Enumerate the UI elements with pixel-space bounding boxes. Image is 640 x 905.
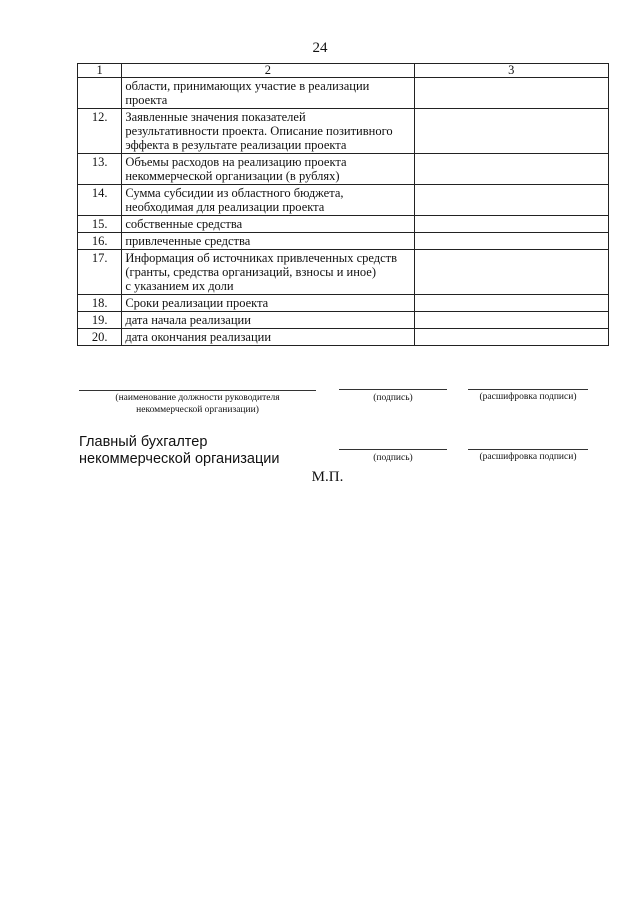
- accountant-decoding-caption: (расшифровка подписи): [479, 452, 577, 462]
- row-description: [122, 78, 414, 109]
- row-value-cell[interactable]: [414, 233, 608, 250]
- row-description: [122, 329, 414, 346]
- row-number: 12.: [78, 109, 122, 154]
- row-description-line: Заявленные значения показателей: [125, 110, 306, 124]
- table-row: [78, 78, 609, 109]
- row-number: 15.: [78, 216, 122, 233]
- column-header-3: 3: [414, 64, 608, 78]
- table-row: [78, 233, 609, 250]
- accountant-signature-line[interactable]: [339, 449, 447, 450]
- row-description: [122, 216, 414, 233]
- row-value-cell[interactable]: [414, 250, 608, 295]
- row-description-line: результативности проекта. Описание позитивного: [125, 124, 393, 138]
- row-number: 20.: [78, 329, 122, 346]
- row-description-line: Объемы расходов на реализацию проекта: [125, 155, 347, 169]
- row-number: 17.: [78, 250, 122, 295]
- row-number: 19.: [78, 312, 122, 329]
- row-description-line: эффекта в результате реализации проекта: [125, 138, 347, 152]
- position-caption: [79, 392, 316, 416]
- row-description: [122, 250, 414, 295]
- table-row: [78, 216, 609, 233]
- row-value-cell[interactable]: [414, 154, 608, 185]
- table-header-row: [78, 64, 609, 78]
- row-description-line: (гранты, средства организаций, взносы и иное): [125, 265, 377, 279]
- table-row: [78, 329, 609, 346]
- accountant-title-line-2: некоммерческой организации: [79, 451, 280, 467]
- row-description-line: привлеченные средства: [125, 234, 251, 248]
- signature-caption: (подпись): [373, 393, 413, 403]
- table-row: [78, 312, 609, 329]
- table-row: [78, 154, 609, 185]
- row-number: 14.: [78, 185, 122, 216]
- row-number: 16.: [78, 233, 122, 250]
- position-caption-line-2: некоммерческой организации): [136, 405, 259, 415]
- table-body: [78, 78, 609, 346]
- table-row: [78, 185, 609, 216]
- row-value-cell[interactable]: [414, 329, 608, 346]
- row-number: 18.: [78, 295, 122, 312]
- row-description-line: проекта: [125, 93, 168, 107]
- row-description: [122, 312, 414, 329]
- accountant-title-line-1: Главный бухгалтер: [79, 434, 208, 450]
- application-form-table: [77, 63, 609, 346]
- table-row: [78, 109, 609, 154]
- row-description-line: Сроки реализации проекта: [125, 296, 269, 310]
- row-description-line: собственные средства: [125, 217, 243, 231]
- row-description-line: Сумма субсидии из областного бюджета,: [125, 186, 344, 200]
- row-description-line: дата окончания реализации: [125, 330, 272, 344]
- table-row: [78, 295, 609, 312]
- accountant-decoding-line[interactable]: [468, 449, 588, 450]
- row-value-cell[interactable]: [414, 185, 608, 216]
- row-description-line: необходимая для реализации проекта: [125, 200, 325, 214]
- row-description: [122, 295, 414, 312]
- row-description-line: области, принимающих участие в реализации: [125, 79, 370, 93]
- column-header-1: 1: [78, 64, 122, 78]
- row-value-cell[interactable]: [414, 295, 608, 312]
- accountant-title: [79, 434, 279, 468]
- row-number: [78, 78, 122, 109]
- column-header-2: 2: [122, 64, 414, 78]
- row-value-cell[interactable]: [414, 216, 608, 233]
- row-number: 13.: [78, 154, 122, 185]
- position-line[interactable]: [79, 390, 316, 391]
- row-value-cell[interactable]: [414, 109, 608, 154]
- accountant-signature-caption: (подпись): [373, 453, 413, 463]
- page-number: 24: [312, 40, 328, 56]
- table-row: [78, 250, 609, 295]
- signature-line[interactable]: [339, 389, 447, 390]
- row-description-line: дата начала реализации: [125, 313, 251, 327]
- row-description: [122, 109, 414, 154]
- decoding-line[interactable]: [468, 389, 588, 390]
- row-value-cell[interactable]: [414, 312, 608, 329]
- row-description-line: с указанием их доли: [125, 279, 234, 293]
- row-description-line: Информация об источниках привлеченных средств: [125, 251, 398, 265]
- position-caption-line-1: (наименование должности руководителя: [115, 393, 280, 403]
- stamp-place: М.П.: [311, 469, 344, 485]
- row-description: [122, 233, 414, 250]
- decoding-caption: (расшифровка подписи): [479, 392, 577, 402]
- row-description: [122, 185, 414, 216]
- row-description-line: некоммерческой организации (в рублях): [125, 169, 340, 183]
- row-value-cell[interactable]: [414, 78, 608, 109]
- row-description: [122, 154, 414, 185]
